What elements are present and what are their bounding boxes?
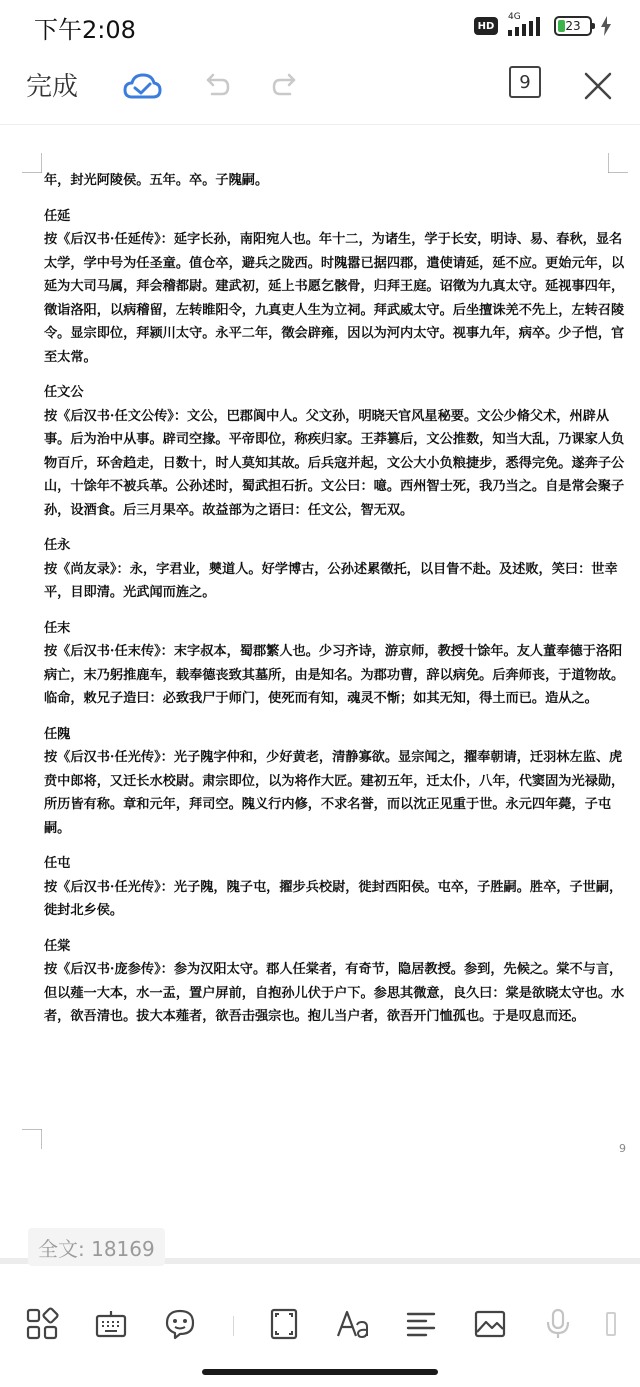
bottom-toolbar <box>0 1290 640 1360</box>
section-heading[interactable]: 任永 <box>44 538 71 553</box>
more-icon[interactable] <box>596 1304 626 1344</box>
paragraph[interactable]: 按《尚友录》：永，字君业，僰道人。好学博古，公孙述累徵托，以目眚不赴。及述败，笑曰：世幸平，目即清。光武闻而旌之。 <box>44 561 618 600</box>
close-icon[interactable] <box>578 66 618 106</box>
crop-mark-top-left <box>22 153 42 173</box>
network-label: 4G <box>508 12 521 22</box>
paragraph[interactable]: 按《后汉书·任末传》：末字叔本，蜀郡繁人也。少习齐诗，游京师，教授十馀年。友人董奉德于洛阳病亡，末乃躬推鹿车，载奉德丧致其墓所，由是知名。为郡功曹，辞以病免。后奔师丧，于道物故。临命，敕兄子造曰：必致我尸于师门，使死而有知，魂灵不惭；如其无知，得土而已。造从之。 <box>44 644 625 706</box>
section-heading[interactable]: 任隗 <box>44 726 71 742</box>
done-button[interactable]: 完成 <box>26 72 79 102</box>
keyboard-icon[interactable] <box>91 1304 131 1344</box>
apps-icon[interactable] <box>22 1304 62 1344</box>
crop-mark-bottom-left <box>22 1129 42 1149</box>
redo-icon[interactable] <box>266 66 306 106</box>
section-heading[interactable]: 任延 <box>44 208 71 224</box>
status-icons <box>474 12 612 40</box>
paragraph[interactable]: 年，封光阿陵侯。五年。卒。子隗嗣。 <box>44 173 269 188</box>
battery-level: 23 <box>565 19 581 33</box>
cloud-sync-icon[interactable] <box>122 66 162 106</box>
toolbar-divider <box>233 1316 234 1336</box>
status-time: 下午2:08 <box>34 16 136 44</box>
battery-icon <box>554 16 592 36</box>
microphone-icon[interactable] <box>538 1304 578 1344</box>
document-page[interactable] <box>0 124 640 1230</box>
section-heading[interactable]: 任末 <box>44 620 71 636</box>
paragraph[interactable]: 按《后汉书·任光传》：光子隗，隗子屯，擢步兵校尉，徙封西阳侯。屯卒，子胜嗣。胜卒，子世嗣，徙封北乡侯。 <box>44 879 623 918</box>
assistant-icon[interactable] <box>160 1304 200 1344</box>
paragraph[interactable]: 按《后汉书·任光传》：光子隗字仲和，少好黄老，清静寡欲。显宗闻之，擢奉朝请，迁羽林左监、虎贲中郎将，又迁长水校尉。肃宗即位，以为将作大匠。建初五年，迁太仆，八年，代窦固为光禄勋，所历皆有称。章和元年，拜司空。隗义行内修，不求名誉，而以沈正见重于世。永元四年薨，子屯嗣。 <box>44 750 625 836</box>
section-heading[interactable]: 任文公 <box>44 385 84 400</box>
editor-toolbar <box>0 52 640 124</box>
undo-icon[interactable] <box>196 66 236 106</box>
fullscreen-icon[interactable] <box>264 1304 304 1344</box>
word-count: 全文: 18169 <box>28 1228 165 1266</box>
signal-icon <box>506 14 546 38</box>
document-body[interactable] <box>44 169 630 1029</box>
hd-icon: HD <box>474 17 498 35</box>
paragraph[interactable]: 按《后汉书·任文公传》：文公，巴郡阆中人。父文孙，明晓天官风星秘要。文公少脩父术，州辟从事。后为治中从事。辟司空掾。平帝即位，称疾归家。王莽篡后，文公推数，知当大乱，乃课家人负物百斤，环舍趋走，日数十，时人莫知其故。后兵寇并起，文公大小负粮捷步，悉得完免。遂奔子公山，十馀年不被兵革。公孙述时，蜀武担石折。文公曰：噫。西州智士死，我乃当之。自是常会聚子孙，设酒食。后三月果卒。故益部为之语曰：任文公，智无双。 <box>44 408 625 518</box>
charging-bolt-icon <box>600 16 612 36</box>
page-number: 9 <box>619 1142 626 1155</box>
font-icon[interactable] <box>333 1304 373 1344</box>
status-bar <box>0 0 640 52</box>
section-heading[interactable]: 任棠 <box>44 938 71 954</box>
battery-fill <box>558 20 565 32</box>
page-count-button[interactable]: 9 <box>509 66 541 98</box>
paragraph-align-icon[interactable] <box>401 1304 441 1344</box>
paragraph[interactable]: 按《后汉书·任延传》：延字长孙，南阳宛人也。年十二，为诸生，学于长安，明诗、易、春秋，显名太学，学中号为任圣童。值仓卒，避兵之陇西。时隗嚣已据四郡，遣使请延，延不应。更始元年，以延为大司马属，拜会稽都尉。建武初，延上书愿乞骸骨，归拜王庭。诏徵为九真太守。延视事四年，徵诣洛阳，以病稽留，左转睢阳令，九真吏人生为立祠。拜武威太守。后坐擅诛羌不先上，左转召陵令。显宗即位，拜颍川太守。永平二年，徵会辟雍，因以为河内太守。视事九年，病卒。少子恺，官至太常。 <box>44 232 625 365</box>
paragraph[interactable]: 按《后汉书·庞参传》：参为汉阳太守。郡人任棠者，有奇节，隐居教授。参到，先候之。棠不与言，但以薤一大本，水一盂，置户屏前，自抱孙儿伏于户下。参思其微意，良久曰：棠是欲晓太守也。水者，欲吾清也。拔大本薤者，欲吾击强宗也。抱儿当户者，欲吾开门恤孤也。于是叹息而还。 <box>44 962 625 1024</box>
home-indicator[interactable] <box>202 1369 438 1375</box>
section-heading[interactable]: 任屯 <box>44 856 71 871</box>
image-icon[interactable] <box>470 1304 510 1344</box>
